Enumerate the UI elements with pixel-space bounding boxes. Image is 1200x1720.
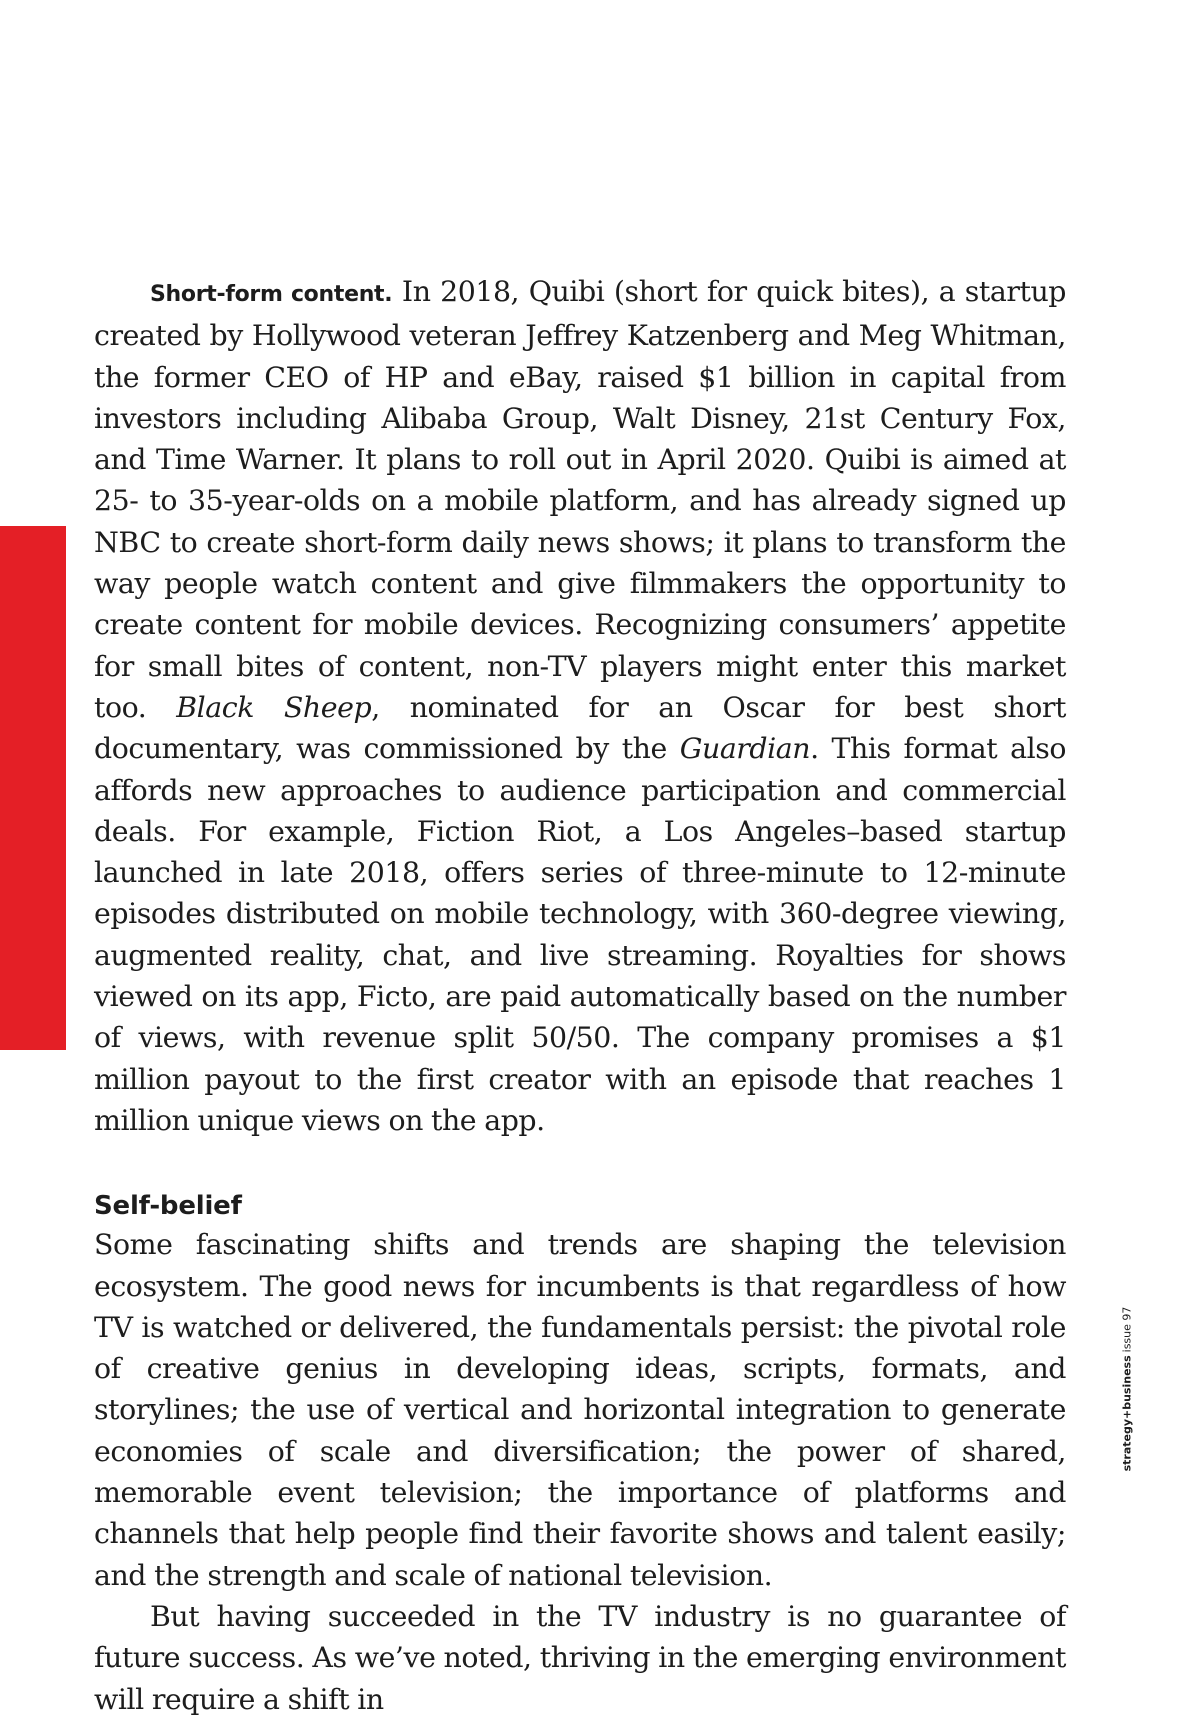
publication-name: strategy+business	[1120, 1355, 1134, 1472]
paragraph-self-belief: Some fascinating shifts and trends are shaping the television ecosystem. The good news for incumbents is that regardless of how TV is watched or delivered, the fundamentals persist: the pivotal role of creative genius in developing ideas, scripts, formats, and storylines; the use of vertical and horizontal integration to generate economies of scale and diversification; the power of shared, memorable event television; the importance of platforms and channels that help people find their favorite shows and talent easily; and the strength and scale of national television.	[94, 1228, 1066, 1592]
page-number: 114	[17, 1524, 49, 1542]
section-separator: |	[22, 1166, 44, 1174]
issue-number: issue 97	[1120, 1306, 1134, 1353]
italic-title-black-sheep: Black Sheep	[176, 690, 372, 724]
paragraph-short-form	[94, 271, 1066, 1141]
section-name: feature	[22, 1092, 44, 1163]
paragraph-success: But having succeeded in the TV industry is no guarantee of future success. As we’ve noted, thriving in the emerging environment will require a shift in	[94, 1599, 1066, 1716]
paragraph-text: In 2018, Quibi (short for quick bites), a startup created by Hollywood veteran Jeffrey Katzenberg and Meg Whitman, the former CEO of HP and eBay, raised $1 billion in capital from investors including Alibaba Group, Walt Disney, 21st Century Fox, and Time Warner. It plans to roll out in April 2020. Quibi is aimed at 25- to 35-year-olds on a mobile platform, and has already signed up NBC to create short-form daily news shows; it plans to transform the way people watch content and give filmmakers the opportunity to create content for mobile devices. Recognizing consumers’ appetite for small bites of content, non-TV players might enter this market too.	[94, 275, 1067, 724]
paragraph-text: , nominated for an Oscar for best short documentary, was commissioned by the	[94, 690, 1066, 766]
section-label	[23, 1092, 44, 1372]
side-tab	[0, 526, 66, 1542]
section-heading: Self-belief	[94, 1191, 242, 1222]
article-column	[94, 271, 1066, 1720]
italic-title-guardian: Guardian	[679, 732, 811, 766]
paragraph-text: . This format also affords new approaches to audience participation and commercial deals. For example, Fiction Riot, a Los Angeles–based startup launched in late 2018, offers series of three-minute to 12-minute episodes distributed on mobile technology, with 360-degree viewing, augmented reality, chat, and live streaming. Royalties for shows viewed on its app, Ficto, are paid automatically based on the number of views, with revenue split 50/50. The company promises a $1 million payout to the first creator with an episode that reaches 1 million unique views on the app.	[94, 732, 1067, 1137]
publication-footer	[1121, 1307, 1134, 1472]
run-in-heading: Short-form content.	[150, 282, 393, 307]
section-topic: tech & innovation	[22, 1177, 44, 1372]
